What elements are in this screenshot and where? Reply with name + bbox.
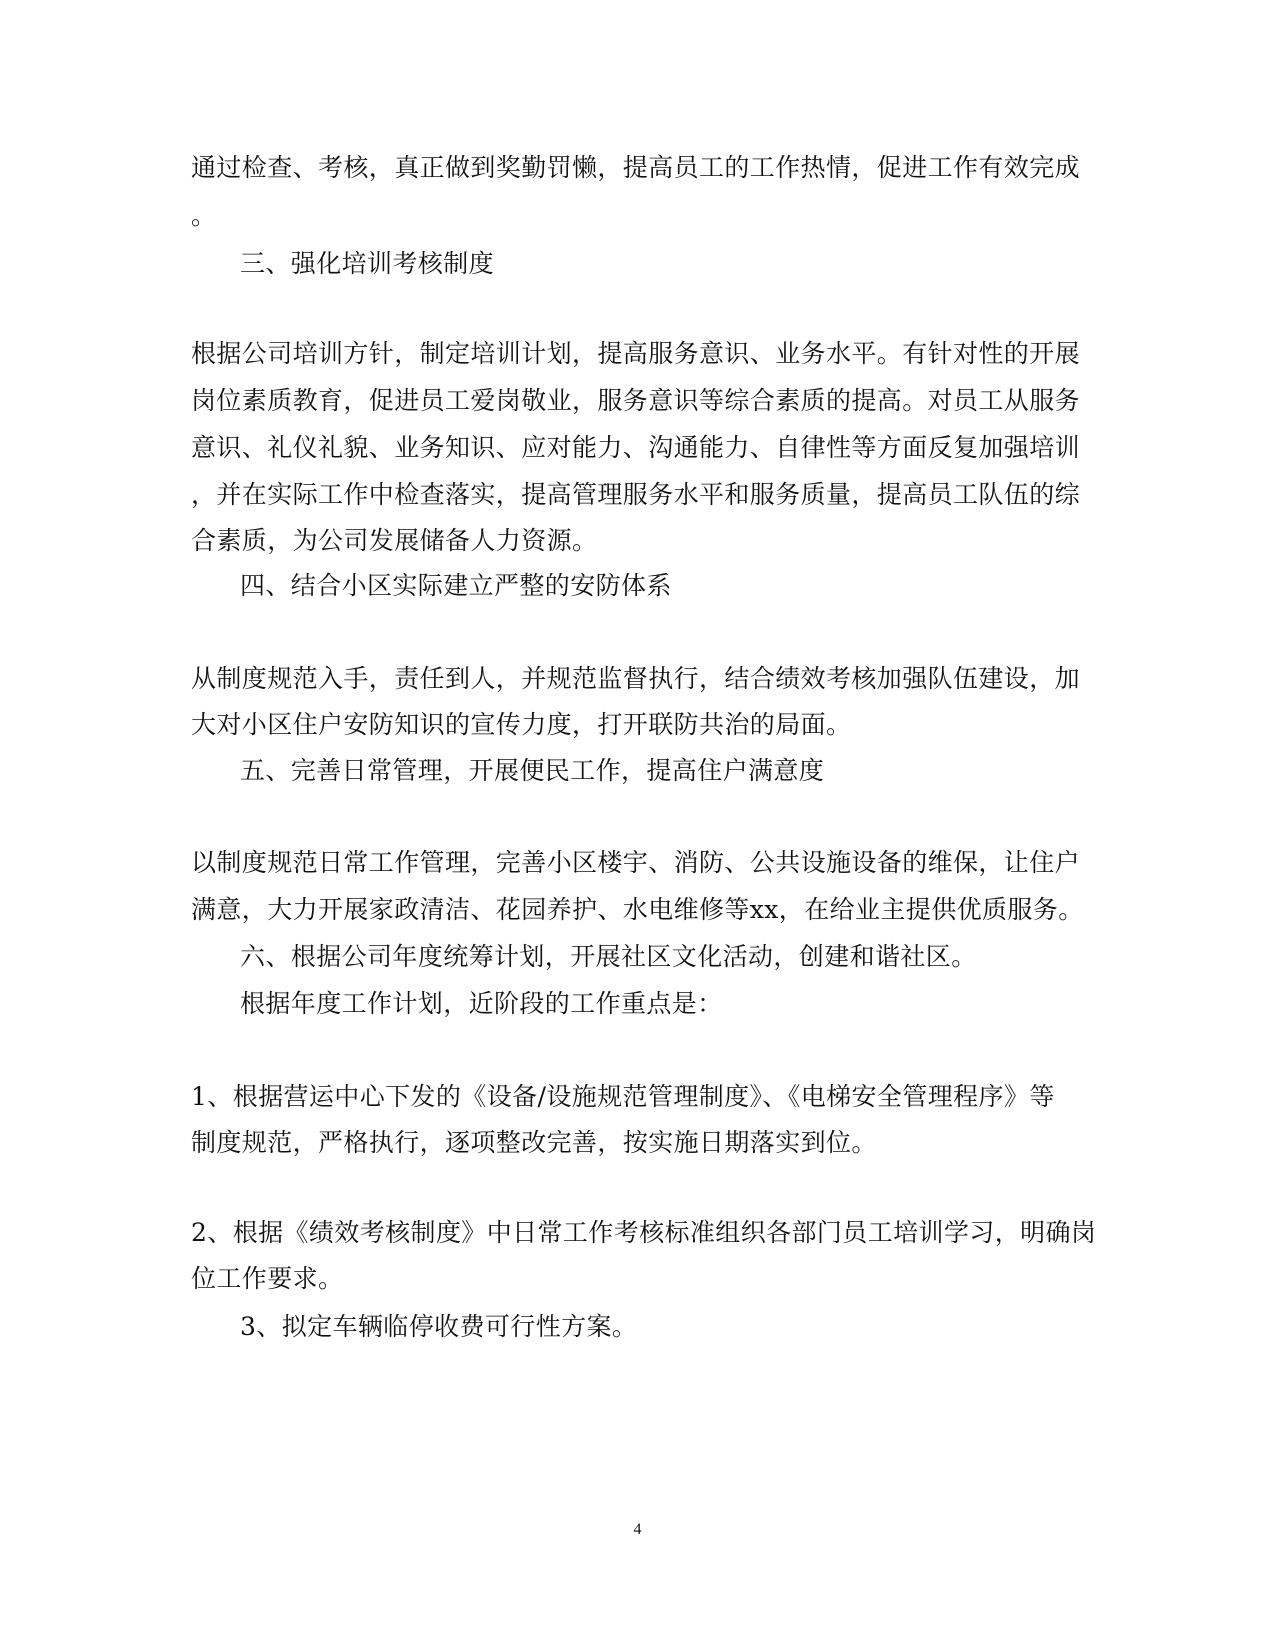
section-heading: 三、强化培训考核制度 [240, 249, 495, 278]
page-number: 4 [633, 1521, 642, 1538]
body-line: 从制度规范入手，责任到人，并规范监督执行，结合绩效考核加强队伍建设，加 [191, 664, 1081, 693]
list-item-continued: 制度规范，严格执行，逐项整改完善，按实施日期落实到位。 [191, 1128, 877, 1157]
body-line: 满意，大力开展家政清洁、花园养护、水电维修等xx，在给业主提供优质服务。 [191, 895, 1084, 924]
section-heading: 六、根据公司年度统筹计划，开展社区文化活动，创建和谐社区。 [240, 942, 977, 971]
list-item: 3、拟定车辆临停收费可行性方案。 [240, 1312, 638, 1341]
body-line: ，并在实际工作中检查落实，提高管理服务水平和服务质量，提高员工队伍的综 [191, 480, 1081, 509]
body-line: 合素质，为公司发展储备人力资源。 [191, 526, 598, 555]
list-item-continued: 位工作要求。 [191, 1264, 344, 1293]
section-heading: 五、完善日常管理，开展便民工作，提高住户满意度 [240, 756, 825, 785]
body-line: 意识、礼仪礼貌、业务知识、应对能力、沟通能力、自律性等方面反复加强培训 [191, 433, 1081, 462]
body-line: 根据公司培训方针，制定培训计划，提高服务意识、业务水平。有针对性的开展 [191, 339, 1081, 368]
body-line: 通过检查、考核，真正做到奖勤罚懒，提高员工的工作热情，促进工作有效完成 [191, 153, 1081, 182]
list-item: 2、根据《绩效考核制度》中日常工作考核标准组织各部门员工培训学习，明确岗 [191, 1218, 1097, 1247]
body-line: 岗位素质教育，促进员工爱岗敬业，服务意识等综合素质的提高。对员工从服务 [191, 386, 1081, 415]
body-line: 以制度规范日常工作管理，完善小区楼宇、消防、公共设施设备的维保，让住户 [191, 848, 1081, 877]
body-line: 大对小区住户安防知识的宣传力度，打开联防共治的局面。 [191, 710, 852, 739]
list-item: 1、根据营运中心下发的《设备/设施规范管理制度》、《电梯安全管理程序》等 [191, 1082, 1055, 1111]
body-line: 根据年度工作计划，近阶段的工作重点是： [240, 989, 723, 1018]
body-line: 。 [191, 201, 217, 230]
section-heading: 四、结合小区实际建立严整的安防体系 [240, 571, 672, 600]
